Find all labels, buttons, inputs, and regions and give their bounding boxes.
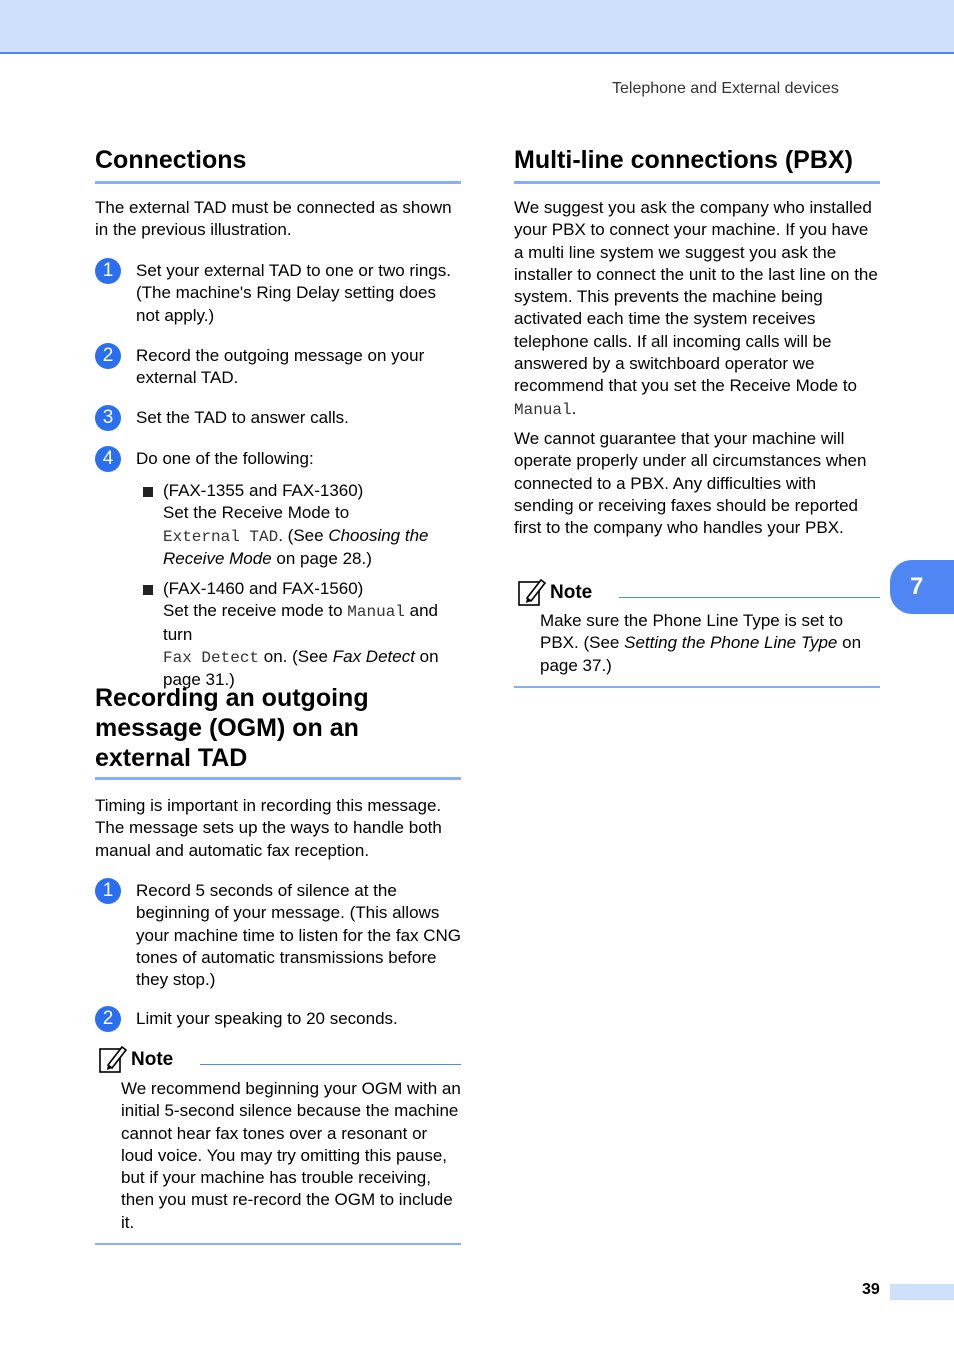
step-text: Do one of the following: — [136, 449, 314, 468]
note-rule — [619, 597, 880, 598]
mode-setting-code: Manual — [514, 400, 572, 419]
bullet-text: . (See — [278, 525, 329, 545]
note-text — [540, 610, 880, 677]
note-bottom-rule — [95, 1243, 461, 1245]
step-text: Set the TAD to answer calls. — [136, 408, 349, 427]
bullet-item — [143, 480, 461, 570]
section-title-ogm: Recording an outgoing message (OGM) on an external TAD — [95, 684, 369, 772]
pbx-paragraph-2: We cannot guarantee that your machine will operate properly under all circumstances when connected to a PBX. Any difficulties with sending or receiving faxes should be reported first to the company who handles your PBX. — [514, 429, 867, 538]
section-title-connections: Connections — [95, 146, 247, 174]
section-rule — [95, 777, 461, 780]
step-number-badge: 2 — [95, 343, 121, 369]
pbx-paragraph-1 — [514, 197, 880, 421]
connections-intro: The external TAD must be connected as shown in the previous illustration. — [95, 198, 452, 240]
note-label: Note — [550, 582, 593, 603]
paragraph-text: . — [571, 398, 577, 418]
step-text: Limit your speaking to 20 seconds. — [136, 1009, 398, 1028]
cross-reference: Choosing the Receive Mode — [163, 525, 429, 568]
bullet-text: and turn — [163, 601, 438, 644]
bullet-model-line: (FAX-1460 and FAX-1560) — [163, 579, 364, 598]
bullet-model-line: (FAX-1355 and FAX-1360) — [163, 481, 364, 500]
note-bottom-rule — [514, 686, 880, 688]
bullet-square-icon — [143, 585, 153, 595]
bullet-text: Set the Receive Mode to — [163, 503, 350, 523]
step-number-badge: 3 — [95, 405, 121, 431]
page-number: 39 — [862, 1281, 880, 1298]
step-text: Record 5 seconds of silence at the beginning of your message. (This allows your machine time to listen for the fax CNG tones of automatic transmissions before they stop.) — [136, 881, 462, 990]
step-number-badge: 2 — [95, 1006, 121, 1032]
bullet-item — [143, 578, 461, 691]
bullet-text: on. (See — [259, 646, 333, 666]
bullet-text: Set the receive mode to — [163, 601, 348, 621]
step-number-badge: 4 — [95, 446, 121, 472]
mode-setting-code: External TAD — [163, 527, 279, 546]
step-number-badge: 1 — [95, 258, 121, 284]
bullet-text: on page 28.) — [271, 548, 372, 568]
note-text: We recommend beginning your OGM with an initial 5-second silence because the machine cannot hear fax tones over a resonant or loud voice. You may try omitting this pause, but if your machine has trouble receiving, then you must re-record the OGM to include it. — [121, 1079, 461, 1232]
note-header — [514, 577, 880, 609]
step-text: Set your external TAD to one or two rings. (The machine's Ring Delay setting does not apply.) — [136, 261, 451, 325]
note-label: Note — [131, 1049, 174, 1070]
cross-reference: Fax Detect — [332, 646, 415, 666]
note-pencil-icon — [517, 577, 547, 607]
note-rule — [200, 1064, 461, 1065]
section-rule — [514, 181, 880, 184]
bullet-square-icon — [143, 487, 153, 497]
note-header — [95, 1044, 461, 1076]
mode-setting-code: Fax Detect — [163, 648, 260, 667]
chapter-tab: 7 — [890, 560, 954, 614]
note-pencil-icon — [98, 1044, 128, 1074]
ogm-intro: Timing is important in recording this message. The message sets up the ways to handle both manual and automatic fax reception. — [95, 796, 442, 860]
step-number-badge: 1 — [95, 878, 121, 904]
cross-reference: Setting the Phone Line Type — [624, 633, 838, 653]
step-text: Record the outgoing message on your external TAD. — [136, 346, 425, 388]
section-rule — [95, 181, 461, 184]
paragraph-text: We suggest you ask the company who installed your PBX to connect your machine. If you have a multi line system we suggest you ask the installer to connect the unit to the last line on the system. This prevents the machine being activated each time the system receives telephone calls. If all incoming calls will be answered by a switchboard operator we recommend that you set the Receive Mode to — [514, 198, 878, 396]
page-number-bar — [890, 1284, 954, 1300]
mode-setting-code: Manual — [347, 603, 405, 622]
bullet-text: on page 31.) — [163, 646, 439, 690]
running-head: Telephone and External devices — [612, 80, 839, 97]
header-band — [0, 0, 954, 54]
note-text-part: Make sure the Phone Line Type is set to PBX. (See — [540, 611, 844, 653]
section-title-pbx: Multi-line connections (PBX) — [514, 146, 853, 174]
note-text-part: on page 37.) — [540, 633, 862, 675]
